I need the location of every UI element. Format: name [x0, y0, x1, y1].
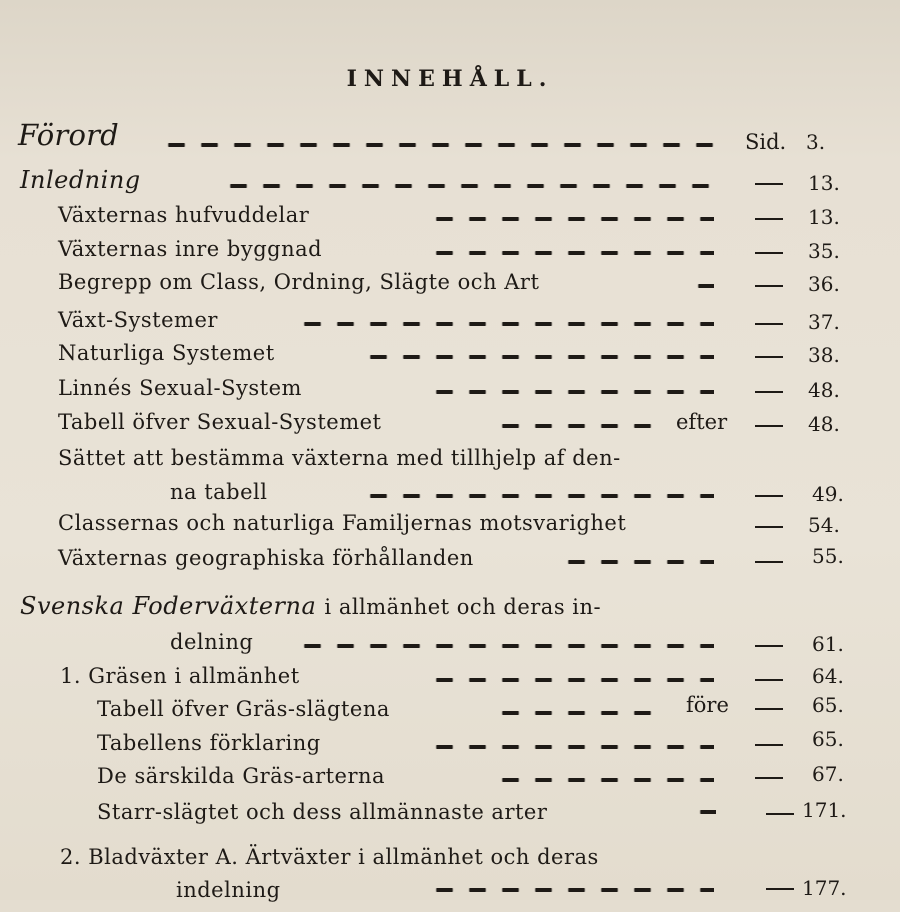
page-number: 38. [808, 343, 840, 367]
toc-entry-numbered-line1 [0, 845, 900, 879]
ditto-dash [755, 391, 783, 393]
toc-entry-section-line2 [0, 630, 900, 664]
dot-leader [222, 184, 714, 188]
dot-leader [560, 560, 714, 564]
ditto-dash [755, 744, 783, 746]
ditto-dash [755, 679, 783, 681]
toc-entry [0, 693, 900, 731]
entry-title-continued: indelning [176, 878, 281, 902]
page-label: Sid. [745, 130, 787, 154]
page-number: 3. [806, 130, 826, 154]
page-number: 48. [808, 412, 840, 436]
dot-leader [692, 810, 716, 814]
ditto-dash [755, 561, 783, 563]
page-number: 55. [812, 544, 844, 568]
toc-entry [0, 800, 900, 834]
page-number: 13. [808, 205, 840, 229]
toc-entry [0, 341, 900, 375]
ditto-dash [766, 813, 794, 815]
ditto-dash [755, 285, 783, 287]
dot-leader [494, 711, 664, 715]
page-number: 35. [808, 239, 840, 263]
entry-title: Tabell öfver Sexual-Systemet [58, 410, 382, 434]
entry-title-continued: na tabell [170, 480, 268, 504]
entry-title: Begrepp om Class, Ordning, Slägte och Art [58, 270, 540, 294]
dot-leader [494, 424, 664, 428]
entry-title: Växt-Systemer [58, 308, 218, 332]
entry-title: Sättet att bestämma växterna med tillhjelp af den- [58, 446, 621, 470]
placement-note: efter [676, 410, 728, 434]
toc-entry [0, 764, 900, 798]
ditto-dash [755, 252, 783, 254]
entry-title: Linnés Sexual-System [58, 376, 302, 400]
ditto-dash [755, 708, 783, 710]
dot-leader [296, 644, 714, 648]
ditto-dash [755, 183, 783, 185]
toc-entry-section-line1 [0, 592, 900, 626]
page-number: 54. [808, 513, 840, 537]
dot-leader [362, 355, 714, 359]
dot-leader [160, 143, 715, 147]
dot-leader [428, 678, 714, 682]
entry-title: Tabell öfver Gräs-slägtena [97, 697, 390, 721]
toc-entry [0, 376, 900, 410]
placement-note: före [686, 693, 729, 717]
toc-entry [0, 511, 900, 545]
dot-leader [362, 494, 714, 498]
ditto-dash [755, 356, 783, 358]
entry-title: Classernas och naturliga Familjernas motsvarighet [58, 511, 627, 535]
ditto-dash [755, 425, 783, 427]
page-number: 48. [808, 378, 840, 402]
dot-leader [494, 778, 714, 782]
toc-entry-numbered [0, 664, 900, 698]
page-number: 177. [802, 876, 847, 900]
toc-entry [0, 546, 900, 580]
entry-title: Inledning [20, 166, 141, 194]
page-number: 37. [808, 310, 840, 334]
toc-entry [0, 203, 900, 237]
page-heading: INNEHÅLL. [346, 66, 554, 92]
toc-entry-line1 [0, 446, 900, 480]
page-number: 64. [812, 664, 844, 688]
toc-entry-numbered-line2 [0, 878, 900, 912]
page-number: 65. [812, 727, 844, 751]
ditto-dash [755, 777, 783, 779]
entry-title: Förord [18, 118, 119, 152]
page-number: 61. [812, 632, 844, 656]
dot-leader [428, 888, 714, 892]
dot-leader [296, 322, 714, 326]
page-number: 49. [812, 482, 844, 506]
page-number: 13. [808, 171, 840, 195]
toc-entry [0, 270, 900, 304]
page-number: 36. [808, 272, 840, 296]
entry-title: 2. Bladväxter A. Ärtväxter i allmänhet och deras [60, 845, 599, 869]
entry-title: Växternas inre byggnad [58, 237, 323, 261]
ditto-dash [766, 888, 794, 890]
dot-leader [428, 390, 714, 394]
toc-entry [0, 410, 900, 444]
entry-title: Starr-slägtet och dess allmännaste arter [97, 800, 548, 824]
page-number: 171. [802, 798, 847, 822]
entry-title: Naturliga Systemet [58, 341, 275, 365]
entry-title: 1. Gräsen i allmänhet [60, 664, 300, 688]
entry-title: Växternas hufvuddelar [58, 203, 310, 227]
toc-entry [0, 237, 900, 271]
page-number: 65. [812, 693, 844, 717]
dot-leader [428, 745, 714, 749]
toc-entry-line2 [0, 480, 900, 514]
entry-title: Tabellens förklaring [97, 731, 321, 755]
ditto-dash [755, 323, 783, 325]
entry-title: Svenska Foderväxterna i allmänhet och deras in- [20, 592, 602, 620]
dot-leader [428, 217, 714, 221]
dot-leader [690, 284, 714, 288]
ditto-dash [755, 526, 783, 528]
page-number: 67. [812, 762, 844, 786]
entry-title: Växternas geographiska förhållanden [58, 546, 474, 570]
ditto-dash [755, 645, 783, 647]
toc-entry [0, 727, 900, 765]
entry-title-continued: delning [170, 630, 254, 654]
ditto-dash [755, 495, 783, 497]
ditto-dash [755, 218, 783, 220]
toc-entry [0, 308, 900, 342]
dot-leader [428, 251, 714, 255]
entry-title: De särskilda Gräs-arterna [97, 764, 386, 788]
toc-entry-introduction [0, 166, 900, 200]
toc-entry-preface [0, 118, 900, 152]
